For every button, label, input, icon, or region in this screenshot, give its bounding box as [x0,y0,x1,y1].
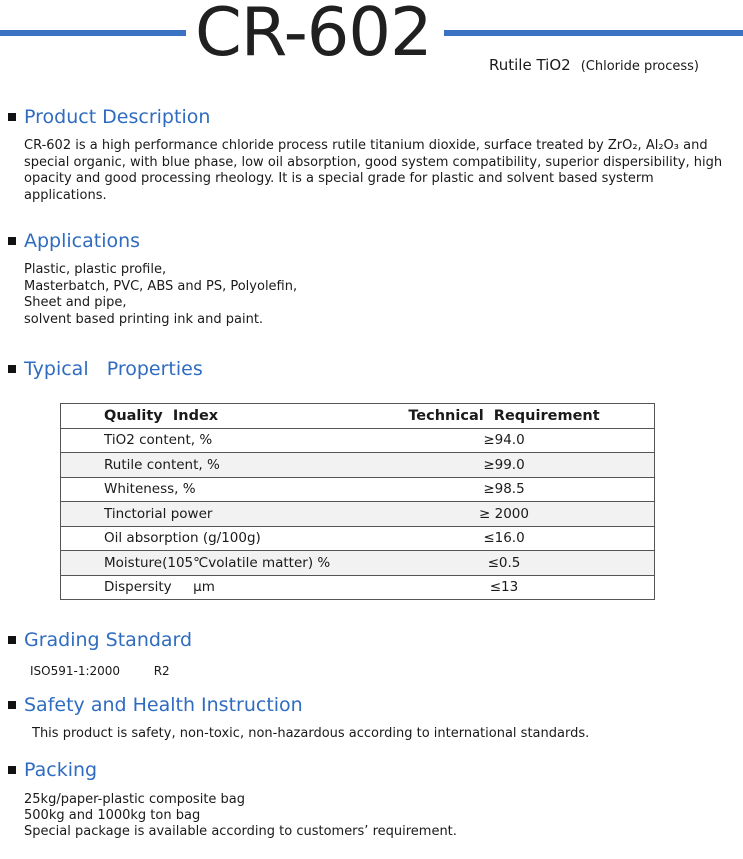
property-name: Moisture(105℃volatile matter) % [61,551,355,576]
section-packing [8,757,733,840]
table-row [61,551,655,576]
header-rule-right [444,30,743,36]
bullet-icon [8,113,16,121]
packing-line: 500kg and 1000kg ton bag [24,808,201,823]
table-header-row [61,404,655,429]
column-header-quality-index: Quality Index [61,404,355,429]
bullet-icon [8,237,16,245]
property-value: ≤0.5 [354,551,655,576]
property-name: Oil absorption (g/100g) [61,526,355,551]
property-name: Dispersity μm [61,575,355,600]
section-safety-health [8,692,733,743]
application-line: Masterbatch, PVC, ABS and PS, Polyolefin, [24,278,298,294]
product-code-title: CR-602 [195,0,432,71]
section-applications [8,228,733,328]
column-header-technical-requirement: Technical Requirement [354,404,655,429]
application-line: Plastic, plastic profile, [24,262,167,277]
property-name: Tinctorial power [61,502,355,527]
property-value: ≥98.5 [354,477,655,502]
description-text: CR-602 is a high performance chloride process rutile titanium dioxide, surface treated by ZrO₂, Al₂O₃ and special organic, with blue phase, low oil absorption, good system compatibility, superior dispersibility, high opacity and good processing rheology. It is a special grade for plastic and solvent based systerm applications. [24,138,723,203]
header-rule-left [0,30,186,36]
property-value: ≥94.0 [354,428,655,453]
packing-line: Special package is available according to customers’ requirement. [24,824,457,839]
section-title: Product Description [24,106,211,128]
property-name: TiO2 content, % [61,428,355,453]
bullet-icon [8,365,16,373]
process-type: (Chloride process) [580,59,700,74]
section-title: Safety and Health Instruction [24,694,303,716]
grading-standard-code: ISO591-1:2000 [30,664,121,678]
safety-text: This product is safety, non-toxic, non-hazardous according to international standards. [32,726,590,741]
property-value: ≤16.0 [354,526,655,551]
bullet-icon [8,636,16,644]
table-row [61,526,655,551]
product-subtitle [489,56,699,74]
section-product-description [8,104,733,204]
bullet-icon [8,766,16,774]
table-row [61,575,655,600]
application-line: Sheet and pipe, [24,295,127,310]
section-typical-properties [8,356,733,382]
property-value: ≤13 [354,575,655,600]
property-name: Whiteness, % [61,477,355,502]
table-row [61,453,655,478]
section-title: Packing [24,759,98,781]
application-line: solvent based printing ink and paint. [24,311,264,327]
property-value: ≥99.0 [354,453,655,478]
section-grading-standard [8,627,733,680]
section-title: Grading Standard [24,629,193,651]
property-name: Rutile content, % [61,453,355,478]
grading-grade: R2 [153,664,170,678]
section-title: Typical Properties [24,358,203,380]
product-type: Rutile TiO2 [489,56,571,74]
section-title: Applications [24,230,141,252]
table-row [61,477,655,502]
bullet-icon [8,701,16,709]
table-row [61,428,655,453]
properties-table [60,403,655,600]
table-row [61,502,655,527]
packing-line: 25kg/paper-plastic composite bag [24,792,246,807]
property-value: ≥ 2000 [354,502,655,527]
